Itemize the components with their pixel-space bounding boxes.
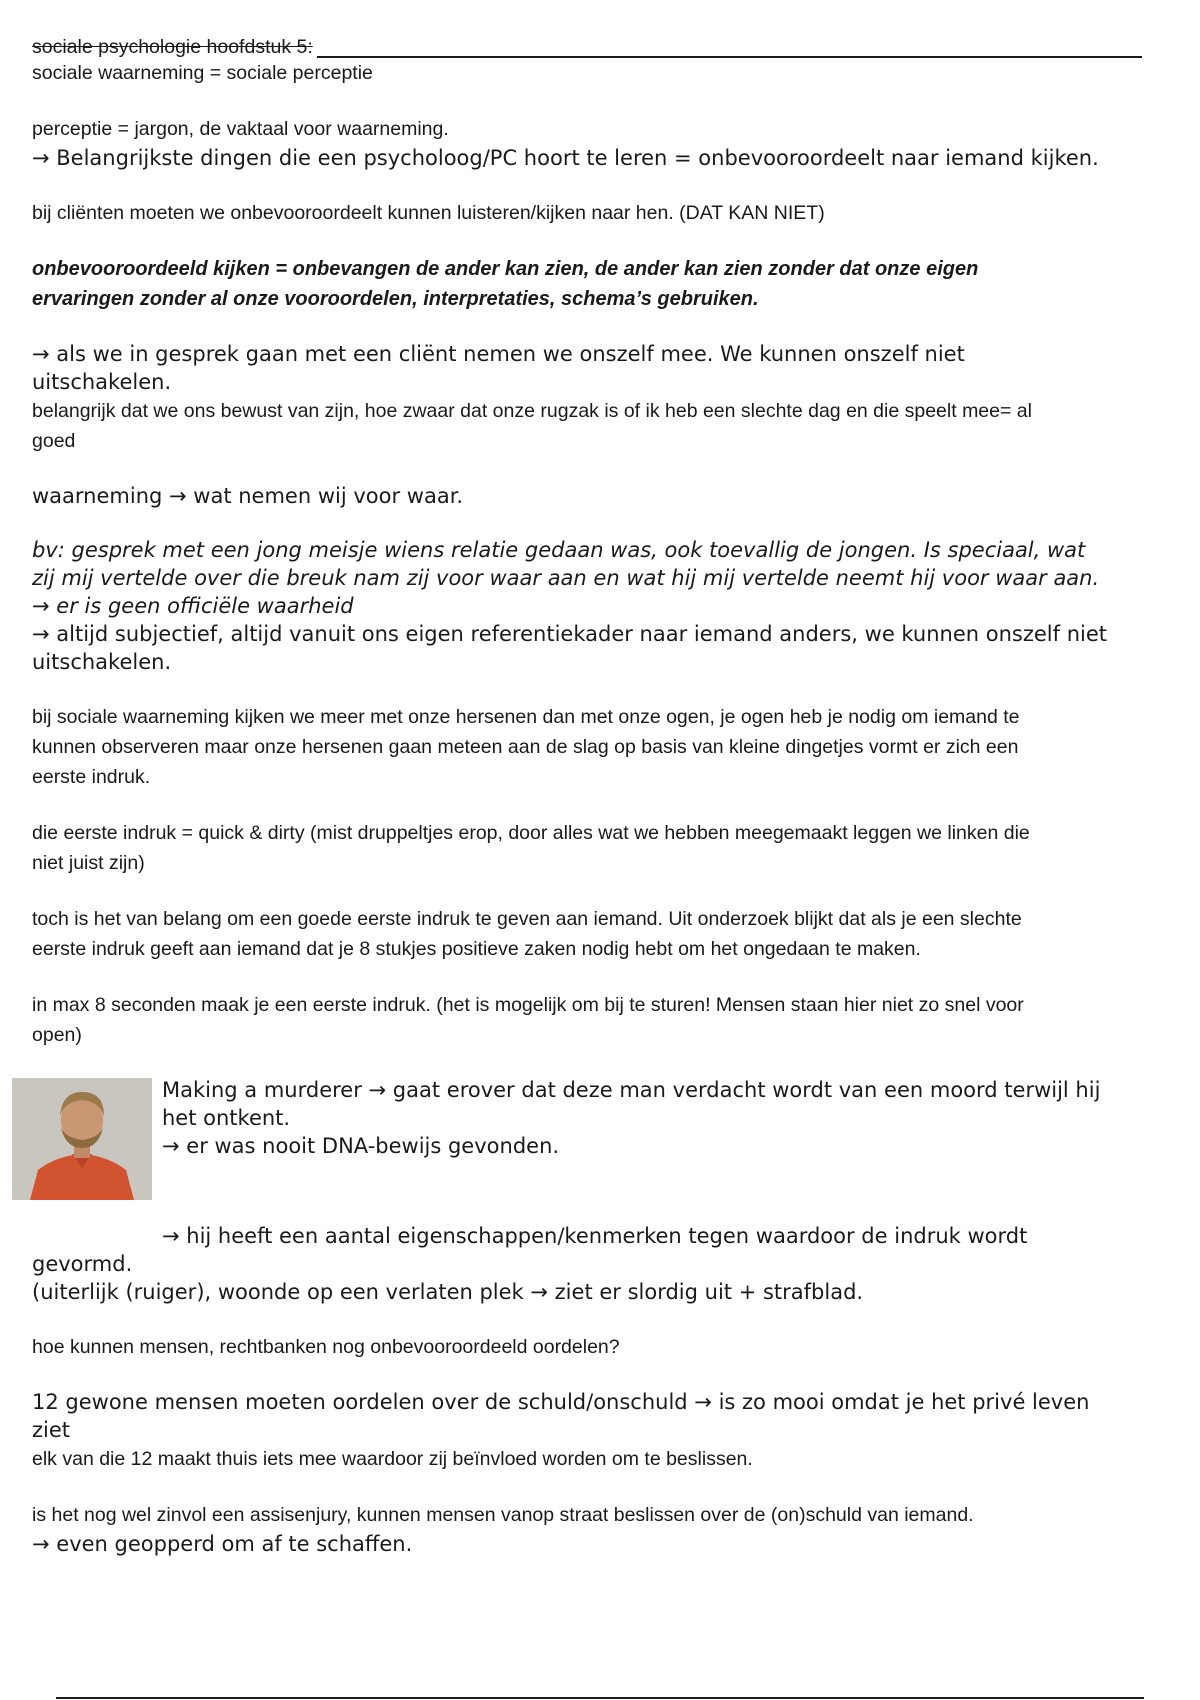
text-line: bij cliënten moeten we onbevooroordeelt kunnen luisteren/kijken naar hen. (DAT KAN NIET) xyxy=(32,202,825,224)
page-title: sociale psychologie hoofdstuk 5: xyxy=(32,36,317,58)
example-line: bv: gesprek met een jong meisje wiens relatie gedaan was, ook toevallig de jongen. Is speciaal, wat xyxy=(32,538,1086,562)
definition-line: onbevooroordeeld kijken = onbevangen de ander kan zien, de ander kan zien zonder dat onze eigen xyxy=(32,258,979,280)
text-line: ziet xyxy=(32,1418,71,1442)
example-line: zij mij vertelde over die breuk nam zij voor waar aan en wat hij mij vertelde neemt hij voor waar aan. xyxy=(32,566,1100,590)
document-page xyxy=(32,36,1172,1558)
text-line: sociale waarneming = sociale perceptie xyxy=(32,62,373,84)
heading-row xyxy=(32,36,1172,58)
text-line: hoe kunnen mensen, rechtbanken nog onbevooroordeeld oordelen? xyxy=(32,1336,620,1358)
text-line: uitschakelen. xyxy=(32,370,172,394)
figure-caption xyxy=(162,1076,1100,1160)
text-line: → altijd subjectief, altijd vanuit ons eigen referentiekader naar iemand anders, we kunnen onszelf niet xyxy=(32,622,1108,646)
text-line: → als we in gesprek gaan met een cliënt nemen we onszelf mee. We kunnen onszelf niet xyxy=(32,342,965,366)
text-line: (uiterlijk (ruiger), woonde op een verlaten plek → ziet er slordig uit + strafblad. xyxy=(32,1280,864,1304)
text-line: perceptie = jargon, de vaktaal voor waarneming. xyxy=(32,118,449,140)
text-line: uitschakelen. xyxy=(32,650,172,674)
text-line: → hij heeft een aantal eigenschappen/kenmerken tegen waardoor de indruk wordt xyxy=(162,1224,1028,1248)
figure-block xyxy=(32,1076,1172,1194)
text-line: toch is het van belang om een goede eerste indruk te geven aan iemand. Uit onderzoek blijkt dat als je een slechte xyxy=(32,908,1022,930)
text-line: → Belangrijkste dingen die een psycholoog/PC hoort te leren = onbevooroordeelt naar iemand kijken. xyxy=(32,146,1099,170)
text-line: kunnen observeren maar onze hersenen gaan meteen aan de slag op basis van kleine dingetjes vormt er zich een xyxy=(32,736,1019,758)
text-line: bij sociale waarneming kijken we meer met onze hersenen dan met onze ogen, je ogen heb je nodig om iemand te xyxy=(32,706,1020,728)
text-line: → er was nooit DNA-bewijs gevonden. xyxy=(162,1134,560,1158)
text-line: Making a murderer → gaat erover dat deze man verdacht wordt van een moord terwijl hij xyxy=(162,1078,1101,1102)
text-line: waarneming → wat nemen wij voor waar. xyxy=(32,484,464,508)
text-line: is het nog wel zinvol een assisenjury, kunnen mensen vanop straat beslissen over de (on)schuld van iemand. xyxy=(32,1504,974,1526)
text-line: gevormd. xyxy=(32,1252,133,1276)
example-line: → er is geen officiële waarheid xyxy=(32,594,354,618)
text-line: in max 8 seconden maak je een eerste indruk. (het is mogelijk om bij te sturen! Mensen staan hier niet zo snel voor xyxy=(32,994,1024,1016)
text-line: → even geopperd om af te schaffen. xyxy=(32,1532,413,1556)
portrait-image xyxy=(12,1078,152,1200)
text-line: het ontkent. xyxy=(162,1106,291,1130)
text-line: belangrijk dat we ons bewust van zijn, hoe zwaar dat onze rugzak is of ik heb een slechte dag en die speelt mee= al xyxy=(32,400,1032,422)
text-line: eerste indruk geeft aan iemand dat je 8 stukjes positieve zaken nodig hebt om het ongedaan te maken. xyxy=(32,938,921,960)
text-line: goed xyxy=(32,430,76,452)
text-line: elk van die 12 maakt thuis iets mee waardoor zij beïnvloed worden om te beslissen. xyxy=(32,1448,753,1470)
text-line: 12 gewone mensen moeten oordelen over de schuld/onschuld → is zo mooi omdat je het privé leven xyxy=(32,1390,1090,1414)
text-line: die eerste indruk = quick & dirty (mist druppeltjes erop, door alles wat we hebben meegemaakt leggen we linken die xyxy=(32,822,1030,844)
text-line: open) xyxy=(32,1024,82,1046)
man-photo xyxy=(12,1078,152,1200)
definition-line: ervaringen zonder al onze vooroordelen, interpretaties, schema’s gebruiken. xyxy=(32,288,759,310)
text-line: niet juist zijn) xyxy=(32,852,145,874)
text-line: eerste indruk. xyxy=(32,766,151,788)
footer-rule xyxy=(56,1697,1144,1699)
